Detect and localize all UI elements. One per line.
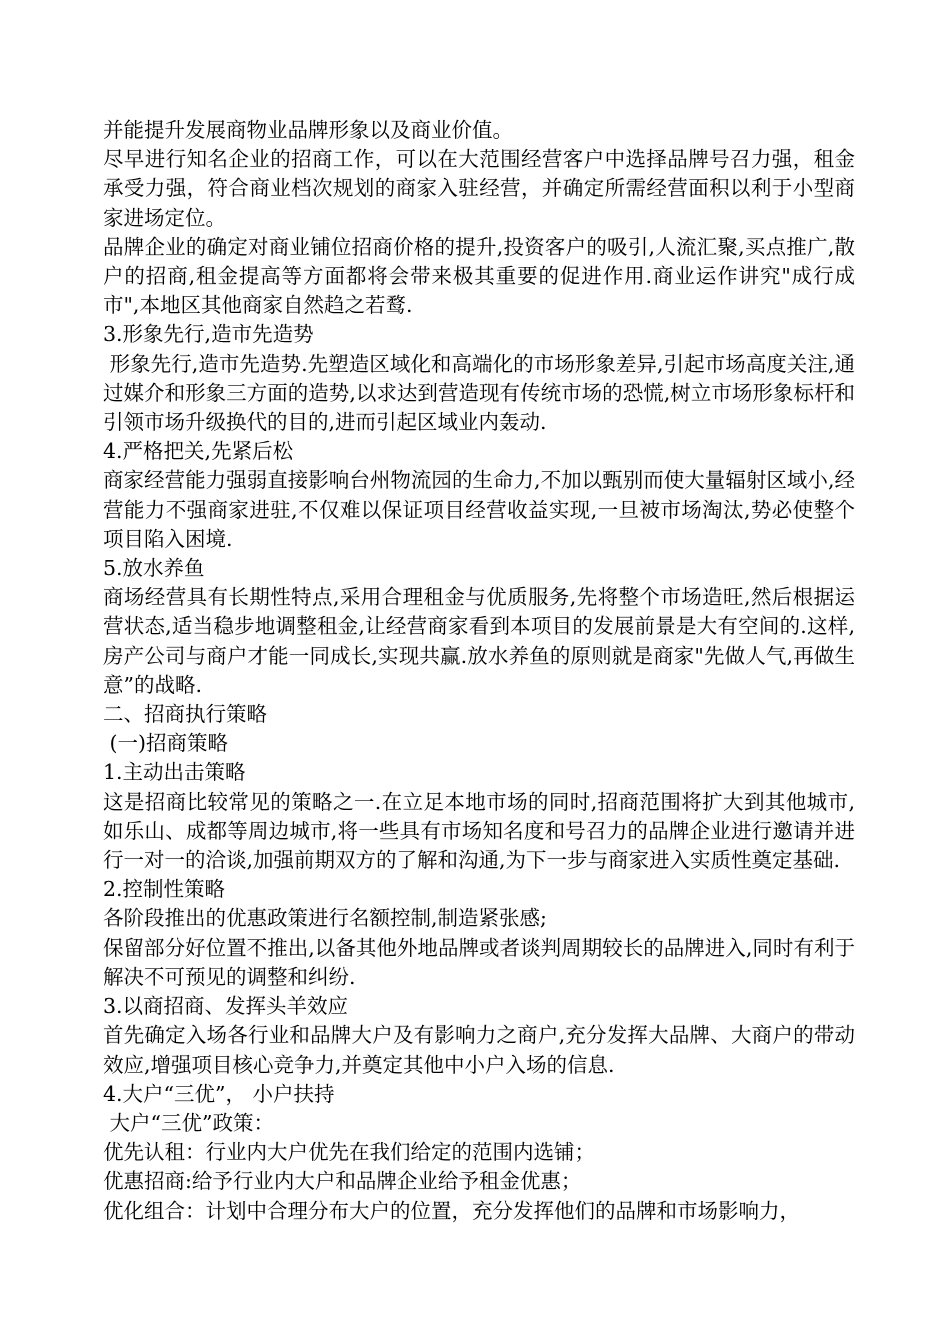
- section-heading-execution-strategy: 二、招商执行策略: [103, 702, 267, 727]
- heading-lead-sheep-effect: 3.以商招商、发挥头羊效应: [103, 994, 349, 1019]
- paragraph-three-priorities-policy: 大户“三优”政策：: [103, 1110, 274, 1135]
- paragraph-lead-sheep-effect: 首先确定入场各行业和品牌大户及有影响力之商户,充分发挥大品牌、大商户的带动效应,增强项目核心竞争力,并奠定其他中小户入场的信息.: [103, 1023, 855, 1077]
- list-item-priority-rent: 优先认租：行业内大户优先在我们给定的范围内选铺；: [103, 1140, 595, 1165]
- paragraph-early-recruitment: 尽早进行知名企业的招商工作，可以在大范围经营客户中选择品牌号召力强，租金承受力强，符合商业档次规划的商家入驻经营，并确定所需经营面积以利于小型商家进场定位。: [103, 147, 855, 230]
- paragraph-release-water: 商场经营具有长期性特点,采用合理租金与优质服务,先将整个市场造旺,然后根据运营状态,适当稳步地调整租金,让经营商家看到本项目的发展前景是大有空间的.这样,房产公司与商户才能一同成长,实现共赢.放水养鱼的原则就是商家"先做人气,再做生意”的战略.: [103, 585, 855, 697]
- paragraph-strict-control: 商家经营能力强弱直接影响台州物流园的生命力,不加以甄别而使大量辐射区域小,经营能力不强商家进驻,不仅难以保证项目经营收益实现,一旦被市场淘汰,势必使整个项目陷入困境.: [103, 468, 855, 551]
- paragraph-brand-enterprise-effect: 品牌企业的确定对商业铺位招商价格的提升,投资客户的吸引,人流汇聚,买点推广,散户的招商,租金提高等方面都将会带来极其重要的促进作用.商业运作讲究"成行成市",本地区其他商家自然趋之若鹜.: [103, 234, 855, 318]
- heading-image-first: 3.形象先行,造市先造势: [103, 322, 314, 347]
- list-item-discount-recruitment: 优惠招商:给予行业内大户和品牌企业给予租金优惠；: [103, 1169, 582, 1194]
- paragraph-brand-value-end: 并能提升发展商物业品牌形象以及商业价值。: [103, 118, 513, 142]
- subsection-heading-recruitment-strategy: (一)招商策略: [103, 731, 229, 756]
- list-item-optimized-combination: 优化组合：计划中合理分布大户的位置，充分发挥他们的品牌和市场影响力，: [103, 1198, 800, 1223]
- paragraph-quota-control: 各阶段推出的优惠政策进行名额控制,制造紧张感;: [103, 906, 547, 931]
- heading-strict-control: 4.严格把关,先紧后松: [103, 439, 294, 464]
- paragraph-reserve-positions: 保留部分好位置不推出,以备其他外地品牌或者谈判周期较长的品牌进入,同时有利于解决不可预见的调整和纠纷.: [103, 935, 855, 989]
- heading-release-water: 5.放水养鱼: [103, 556, 205, 581]
- paragraph-image-first: 形象先行,造市先造势.先塑造区域化和高端化的市场形象差异,引起市场高度关注,通过媒介和形象三方面的造势,以求达到营造现有传统市场的恐慌,树立市场形象标杆和引领市场升级换代的目的,进而引起区域业内轰动.: [103, 351, 855, 435]
- document-page: [103, 116, 855, 1226]
- paragraph-proactive-strategy: 这是招商比较常见的策略之一.在立足本地市场的同时,招商范围将扩大到其他城市,如乐山、成都等周边城市,将一些具有市场知名度和号召力的品牌企业进行邀请并进行一对一的洽谈,加强前期双方的了解和沟通,为下一步与商家进入实质性奠定基础.: [103, 789, 855, 873]
- heading-three-priorities: 4.大户“三优”， 小户扶持: [103, 1081, 335, 1106]
- heading-control-strategy: 2.控制性策略: [103, 877, 226, 902]
- heading-proactive-strategy: 1.主动出击策略: [103, 760, 246, 785]
